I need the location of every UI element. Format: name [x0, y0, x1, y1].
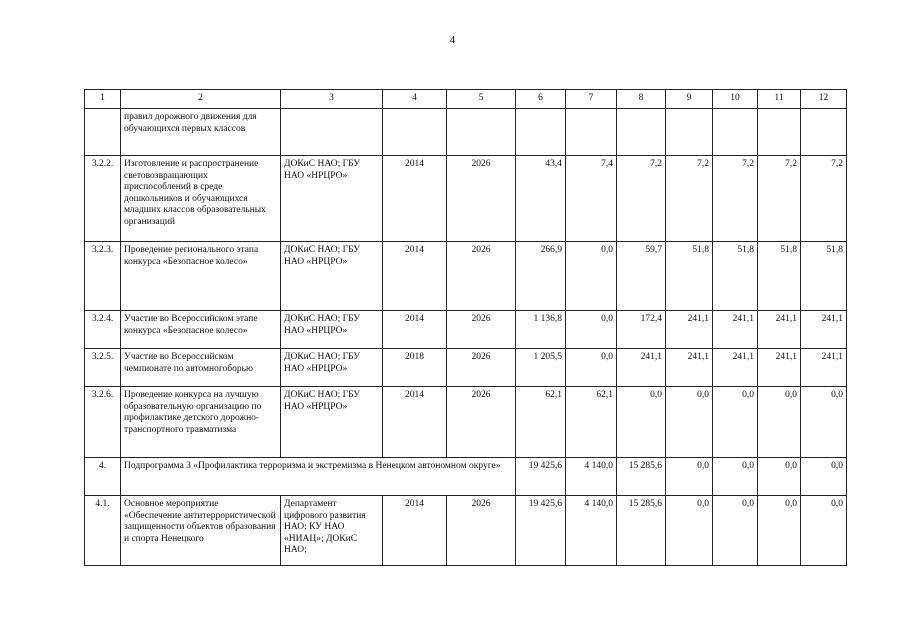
value-cell: 0,0: [617, 387, 666, 458]
end-year: [447, 109, 516, 156]
row-number: 3.2.2.: [85, 156, 121, 242]
header-cell: 3: [281, 90, 383, 109]
table-row: [85, 496, 847, 566]
value-cell: 0,0: [801, 387, 847, 458]
start-year: 2018: [383, 349, 447, 387]
executor: ДОКиС НАО; ГБУ НАО «НРЦРО»: [281, 311, 383, 349]
value-cell: 62,1: [566, 387, 617, 458]
end-year: 2026: [447, 349, 516, 387]
value-cell: 241,1: [617, 349, 666, 387]
header-row: [85, 90, 847, 109]
value-cell: 0,0: [666, 496, 713, 566]
header-cell: 7: [566, 90, 617, 109]
value-cell: 51,8: [666, 242, 713, 311]
value-cell: 0,0: [801, 496, 847, 566]
value-cell: 7,2: [713, 156, 758, 242]
header-cell: 9: [666, 90, 713, 109]
value-cell: 15 285,6: [617, 458, 666, 496]
value-cell: 0,0: [713, 387, 758, 458]
measure-name: Участие во Всероссийском этапе конкурса «Безопасное колесо»: [121, 311, 281, 349]
value-cell: 0,0: [758, 387, 801, 458]
value-cell: 7,2: [617, 156, 666, 242]
value-cell: [758, 109, 801, 156]
header-cell: 8: [617, 90, 666, 109]
value-cell: 62,1: [516, 387, 566, 458]
value-cell: 51,8: [713, 242, 758, 311]
start-year: 2014: [383, 156, 447, 242]
subprogram-name: Подпрограмма 3 «Профилактика терроризма и экстремизма в Ненецком автономном округе»: [121, 458, 516, 496]
value-cell: 0,0: [758, 458, 801, 496]
end-year: 2026: [447, 496, 516, 566]
value-cell: 241,1: [713, 349, 758, 387]
value-cell: 19 425,6: [516, 496, 566, 566]
executor: ДОКиС НАО; ГБУ НАО «НРЦРО»: [281, 387, 383, 458]
value-cell: 0,0: [666, 387, 713, 458]
start-year: [383, 109, 447, 156]
value-cell: 7,2: [801, 156, 847, 242]
row-number: 3.2.5.: [85, 349, 121, 387]
measure-name: Изготовление и распространение световозвращающих приспособлений в среде дошкольников и обучающихся младших классов образовательных организаций: [121, 156, 281, 242]
value-cell: [617, 109, 666, 156]
header-cell: 12: [801, 90, 847, 109]
end-year: 2026: [447, 156, 516, 242]
value-cell: [666, 109, 713, 156]
value-cell: 0,0: [566, 311, 617, 349]
row-number: 3.2.6.: [85, 387, 121, 458]
row-number: 4.: [85, 458, 121, 496]
value-cell: 51,8: [758, 242, 801, 311]
value-cell: 7,2: [758, 156, 801, 242]
value-cell: [713, 109, 758, 156]
value-cell: 0,0: [666, 458, 713, 496]
value-cell: 0,0: [713, 458, 758, 496]
executor: ДОКиС НАО; ГБУ НАО «НРЦРО»: [281, 242, 383, 311]
start-year: 2014: [383, 387, 447, 458]
header-cell: 2: [121, 90, 281, 109]
header-cell: 4: [383, 90, 447, 109]
value-cell: 241,1: [666, 311, 713, 349]
start-year: 2014: [383, 496, 447, 566]
table-row: [85, 349, 847, 387]
value-cell: 15 285,6: [617, 496, 666, 566]
value-cell: 7,4: [566, 156, 617, 242]
start-year: 2014: [383, 242, 447, 311]
value-cell: 0,0: [566, 349, 617, 387]
table-row: [85, 387, 847, 458]
value-cell: 266,9: [516, 242, 566, 311]
value-cell: 1 136,8: [516, 311, 566, 349]
program-table: [84, 89, 847, 566]
value-cell: 0,0: [713, 496, 758, 566]
value-cell: 241,1: [758, 311, 801, 349]
value-cell: 1 205,5: [516, 349, 566, 387]
value-cell: 241,1: [713, 311, 758, 349]
value-cell: [516, 109, 566, 156]
end-year: 2026: [447, 311, 516, 349]
row-number: 4.1.: [85, 496, 121, 566]
value-cell: 0,0: [801, 458, 847, 496]
end-year: 2026: [447, 242, 516, 311]
executor: ДОКиС НАО; ГБУ НАО «НРЦРО»: [281, 156, 383, 242]
end-year: 2026: [447, 387, 516, 458]
value-cell: 241,1: [801, 349, 847, 387]
page-number: 4: [449, 34, 456, 46]
value-cell: 43,4: [516, 156, 566, 242]
start-year: 2014: [383, 311, 447, 349]
row-number: 3.2.4.: [85, 311, 121, 349]
value-cell: 19 425,6: [516, 458, 566, 496]
header-cell: 11: [758, 90, 801, 109]
value-cell: 0,0: [758, 496, 801, 566]
measure-name: Проведение конкурса на лучшую образовательную организацию по профилактике детского дорожно-транспортного травматизма: [121, 387, 281, 458]
value-cell: 241,1: [758, 349, 801, 387]
row-number: [85, 109, 121, 156]
table-row: [85, 156, 847, 242]
table-row: [85, 109, 847, 156]
value-cell: 241,1: [666, 349, 713, 387]
subprogram-row: [85, 458, 847, 496]
measure-name: правил дорожного движения для обучающихся первых классов: [121, 109, 281, 156]
table-row: [85, 311, 847, 349]
header-cell: 1: [85, 90, 121, 109]
measure-name: Участие во Всероссийском чемпионате по автомногоборью: [121, 349, 281, 387]
value-cell: 172,4: [617, 311, 666, 349]
row-number: 3.2.3.: [85, 242, 121, 311]
executor: Департамент цифрового развития НАО; КУ НАО «НИАЦ»; ДОКиС НАО;: [281, 496, 383, 566]
header-cell: 10: [713, 90, 758, 109]
measure-name: Проведение регионального этапа конкурса «Безопасное колесо»: [121, 242, 281, 311]
value-cell: 4 140,0: [566, 458, 617, 496]
measure-name: Основное мероприятие «Обеспечение антитеррористической защищенности объектов образования и спорта Ненецкого: [121, 496, 281, 566]
table-row: [85, 242, 847, 311]
value-cell: 241,1: [801, 311, 847, 349]
value-cell: 0,0: [566, 242, 617, 311]
value-cell: 7,2: [666, 156, 713, 242]
value-cell: 51,8: [801, 242, 847, 311]
value-cell: [566, 109, 617, 156]
value-cell: 4 140,0: [566, 496, 617, 566]
header-cell: 6: [516, 90, 566, 109]
executor: ДОКиС НАО; ГБУ НАО «НРЦРО»: [281, 349, 383, 387]
value-cell: [801, 109, 847, 156]
value-cell: 59,7: [617, 242, 666, 311]
header-cell: 5: [447, 90, 516, 109]
executor: [281, 109, 383, 156]
